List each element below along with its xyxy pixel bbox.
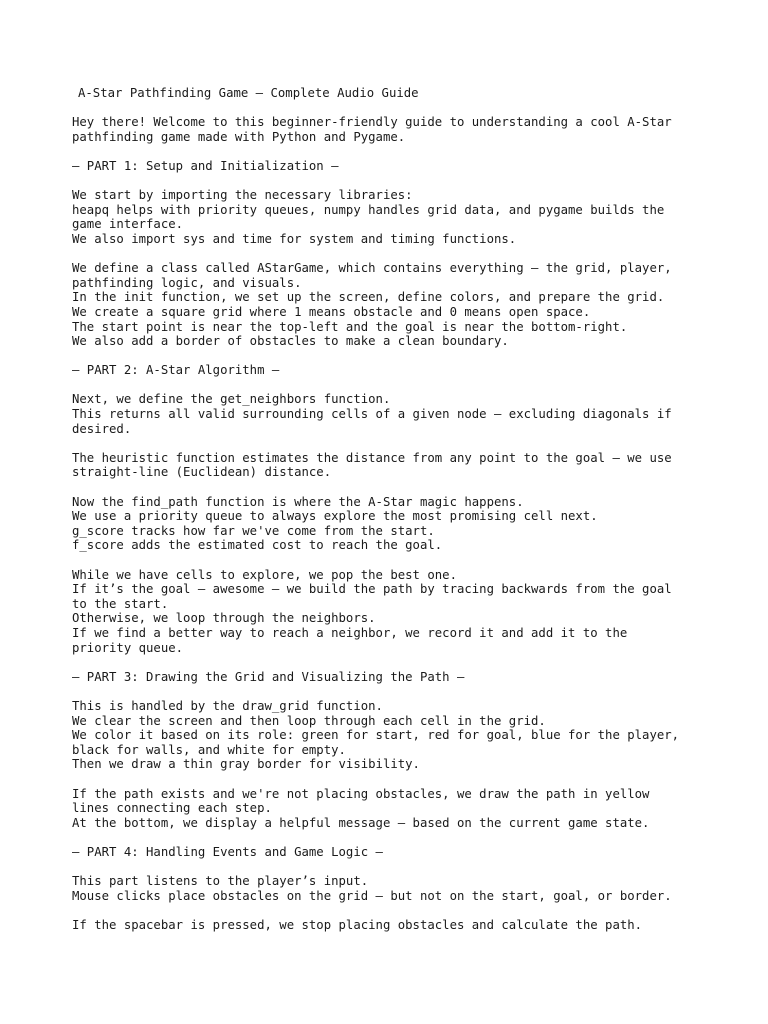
text-line: We also import sys and time for system and timing functions. bbox=[72, 231, 517, 246]
paragraph bbox=[72, 699, 712, 772]
paragraph bbox=[72, 495, 712, 553]
text-line: We start by importing the necessary libraries: bbox=[72, 188, 413, 203]
text-line: We use a priority queue to always explore the most promising cell next. bbox=[72, 509, 598, 524]
text-line: Otherwise, we loop through the neighbors. bbox=[72, 611, 376, 626]
text-line: In the init function, we set up the screen, define colors, and prepare the grid. bbox=[72, 290, 665, 305]
text-line: Then we draw a thin gray border for visibility. bbox=[72, 757, 420, 772]
paragraph bbox=[72, 363, 712, 378]
text-line: — PART 3: Drawing the Grid and Visualizing the Path — bbox=[72, 669, 465, 684]
paragraph bbox=[72, 568, 712, 656]
text-line: Now the find_path function is where the A-Star magic happens. bbox=[72, 494, 524, 509]
document-body bbox=[72, 115, 712, 932]
text-line: This part listens to the player’s input. bbox=[72, 874, 369, 889]
text-line: If the path exists and we're not placing obstacles, we draw the path in yellow bbox=[72, 786, 650, 801]
text-line: straight-line (Euclidean) distance. bbox=[72, 465, 332, 480]
text-line: priority queue. bbox=[72, 640, 184, 655]
text-line: We create a square grid where 1 means obstacle and 0 means open space. bbox=[72, 304, 591, 319]
text-line: to the start. bbox=[72, 596, 169, 611]
text-line: f_score adds the estimated cost to reach the goal. bbox=[72, 538, 443, 553]
text-line: We clear the screen and then loop through each cell in the grid. bbox=[72, 713, 546, 728]
paragraph bbox=[72, 451, 712, 480]
text-line: lines connecting each step. bbox=[72, 801, 272, 816]
text-line: If it’s the goal — awesome — we build the path by tracing backwards from the goal bbox=[72, 582, 672, 597]
text-line: The heuristic function estimates the distance from any point to the goal — we use bbox=[72, 450, 672, 465]
text-line: The start point is near the top-left and the goal is near the bottom-right. bbox=[72, 319, 628, 334]
text-line: game interface. bbox=[72, 217, 184, 232]
text-line: If we find a better way to reach a neighbor, we record it and add it to the bbox=[72, 625, 628, 640]
text-line: pathfinding logic, and visuals. bbox=[72, 275, 302, 290]
text-line: — PART 4: Handling Events and Game Logic — bbox=[72, 844, 383, 859]
document-title: A-Star Pathfinding Game — Complete Audio Guide bbox=[78, 86, 419, 100]
text-line: This returns all valid surrounding cells of a given node — excluding diagonals if bbox=[72, 407, 672, 422]
text-line: We color it based on its role: green for start, red for goal, blue for the player, bbox=[72, 728, 680, 743]
text-line: This is handled by the draw_grid function. bbox=[72, 698, 383, 713]
text-line: We also add a border of obstacles to make a clean boundary. bbox=[72, 334, 509, 349]
text-line: Mouse clicks place obstacles on the grid — but not on the start, goal, or border. bbox=[72, 888, 672, 903]
paragraph bbox=[72, 115, 712, 144]
document-page bbox=[72, 86, 712, 947]
paragraph bbox=[72, 159, 712, 174]
paragraph bbox=[72, 261, 712, 349]
text-line: heapq helps with priority queues, numpy handles grid data, and pygame builds the bbox=[72, 202, 665, 217]
text-line: At the bottom, we display a helpful message — based on the current game state. bbox=[72, 815, 650, 830]
text-line: pathfinding game made with Python and Pygame. bbox=[72, 129, 406, 144]
text-line: desired. bbox=[72, 421, 132, 436]
text-line: We define a class called AStarGame, which contains everything — the grid, player, bbox=[72, 261, 672, 276]
paragraph bbox=[72, 188, 712, 246]
text-line: If the spacebar is pressed, we stop placing obstacles and calculate the path. bbox=[72, 917, 643, 932]
paragraph bbox=[72, 918, 712, 933]
text-line: — PART 1: Setup and Initialization — bbox=[72, 158, 339, 173]
paragraph bbox=[72, 787, 712, 831]
paragraph bbox=[72, 670, 712, 685]
text-line: black for walls, and white for empty. bbox=[72, 742, 346, 757]
paragraph bbox=[72, 845, 712, 860]
paragraph bbox=[72, 392, 712, 436]
text-line: — PART 2: A-Star Algorithm — bbox=[72, 363, 280, 378]
text-line: Hey there! Welcome to this beginner-friendly guide to understanding a cool A-Star bbox=[72, 115, 672, 130]
text-line: Next, we define the get_neighbors function. bbox=[72, 392, 391, 407]
paragraph bbox=[72, 874, 712, 903]
text-line: While we have cells to explore, we pop the best one. bbox=[72, 567, 457, 582]
text-line: g_score tracks how far we've come from the start. bbox=[72, 523, 435, 538]
